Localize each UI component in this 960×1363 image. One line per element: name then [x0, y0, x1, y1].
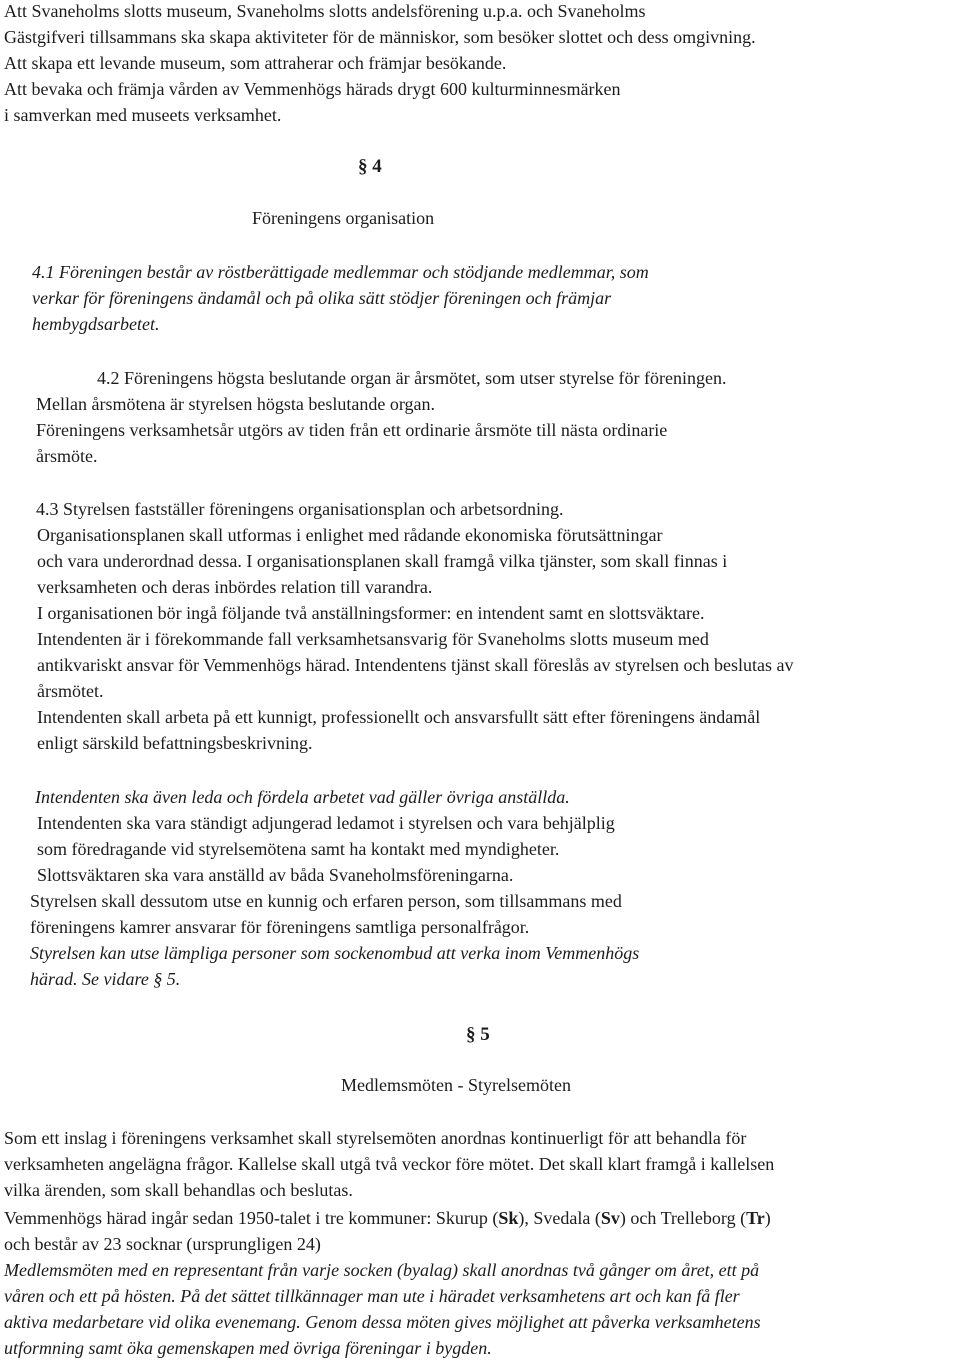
text-line: Mellan årsmötena är styrelsen högsta beslutande organ. [36, 394, 436, 414]
text-line: Intendenten ska även leda och fördela arbetet vad gäller övriga anställda. [35, 787, 570, 807]
text-line: aktiva medarbetare vid olika evenemang. Genom dessa möten gives möjlighet att påverka verksamhetens [4, 1312, 761, 1332]
text-line: Att Svaneholms slotts museum, Svaneholms slotts andelsförening u.p.a. och Svaneholms [4, 1, 646, 21]
text-line: Intendenten skall arbeta på ett kunnigt, professionellt och ansvarsfullt sätt efter föreningens ändamål [37, 707, 761, 727]
text-line: som föredragande vid styrelsemötena samt ha kontakt med myndigheter. [37, 839, 560, 859]
text-line: Som ett inslag i föreningens verksamhet skall styrelsemöten anordnas kontinuerligt för att behandla för [4, 1128, 747, 1148]
text-line: verksamheten och deras inbördes relation till varandra. [37, 577, 433, 597]
text-line: årsmötet. [37, 681, 104, 701]
section-title: Föreningens organisation [252, 208, 435, 228]
section-number: § 4 [358, 156, 382, 177]
text-line: Att skapa ett levande museum, som attraherar och främjar besökande. [4, 53, 507, 73]
text-segment: ) och Trelleborg ( [619, 1208, 747, 1228]
text-segment: ) [764, 1208, 771, 1228]
text-line: föreningens kamrer ansvarar för föreningens samtliga personalfrågor. [30, 917, 530, 937]
text-line: enligt särskild befattningsbeskrivning. [37, 733, 313, 753]
text-segment: Vemmenhögs härad ingår sedan 1950-talet i tre kommuner: Skurup ( [4, 1208, 499, 1228]
text-line: våren och ett på hösten. På det sättet tillkännager man ute i häradet verksamhetens art och kan få fler [4, 1286, 740, 1306]
text-line: I organisationen bör ingå följande två anställningsformer: en intendent samt en slottsväktare. [37, 603, 705, 623]
text-line: verkar för föreningens ändamål och på olika sätt stödjer föreningen och främjar [32, 288, 612, 308]
section-title: Medlemsmöten - Styrelsemöten [341, 1075, 571, 1095]
text-line: härad. Se vidare § 5. [30, 969, 181, 989]
text-line: i samverkan med museets verksamhet. [4, 105, 282, 125]
text-line: 4.2 Föreningens högsta beslutande organ är årsmötet, som utser styrelse för föreningen. [97, 368, 727, 388]
text-line: antikvariskt ansvar för Vemmenhögs härad. Intendentens tjänst skall föreslås av styrelsen och beslutas av [37, 655, 794, 675]
text-line: och består av 23 socknar (ursprungligen 24) [4, 1234, 321, 1254]
text-line: Föreningens verksamhetsår utgörs av tiden från ett ordinarie årsmöte till nästa ordinarie [36, 420, 668, 440]
text-line: 4.1 Föreningen består av röstberättigade medlemmar och stödjande medlemmar, som [32, 262, 649, 282]
text-segment: ), Svedala ( [518, 1208, 601, 1228]
text-line: Att bevaka och främja vården av Vemmenhögs härads drygt 600 kulturminnesmärken [4, 79, 621, 99]
text-line: Styrelsen skall dessutom utse en kunnig och erfaren person, som tillsammans med [30, 891, 622, 911]
text-line: utformning samt öka gemenskapen med övriga föreningar i bygden. [4, 1338, 492, 1358]
text-line [4, 1207, 771, 1229]
text-line: vilka ärenden, som skall behandlas och beslutas. [4, 1180, 353, 1200]
section-number: § 5 [466, 1024, 490, 1045]
text-line: 4.3 Styrelsen fastställer föreningens organisationsplan och arbetsordning. [36, 499, 564, 519]
text-line: årsmöte. [36, 446, 98, 466]
text-line: Intendenten ska vara ständigt adjungerad ledamot i styrelsen och vara behjälplig [37, 813, 615, 833]
text-line: och vara underordnad dessa. I organisationsplanen skall framgå vilka tjänster, som skall finnas i [37, 551, 728, 571]
text-line: Organisationsplanen skall utformas i enlighet med rådande ekonomiska förutsättningar [37, 525, 663, 545]
kommun-abbr-trelleborg: Tr [746, 1208, 765, 1228]
text-line: Intendenten är i förekommande fall verksamhetsansvarig för Svaneholms slotts museum med [37, 629, 709, 649]
text-line: Styrelsen kan utse lämpliga personer som sockenombud att verka inom Vemmenhögs [30, 943, 640, 963]
text-line: verksamheten angelägna frågor. Kallelse skall utgå två veckor före mötet. Det skall klart framgå i kallelsen [4, 1154, 775, 1174]
kommun-abbr-skurup: Sk [498, 1208, 519, 1228]
text-line: hembygdsarbetet. [32, 314, 160, 334]
kommun-abbr-svedala: Sv [600, 1208, 620, 1228]
text-line: Slottsväktaren ska vara anställd av båda Svaneholmsföreningarna. [37, 865, 514, 885]
text-line: Gästgifveri tillsammans ska skapa aktiviteter för de människor, som besöker slottet och dess omgivning. [4, 27, 756, 47]
text-line: Medlemsmöten med en representant från varje socken (byalag) skall anordnas två gånger om året, ett på [4, 1260, 760, 1280]
